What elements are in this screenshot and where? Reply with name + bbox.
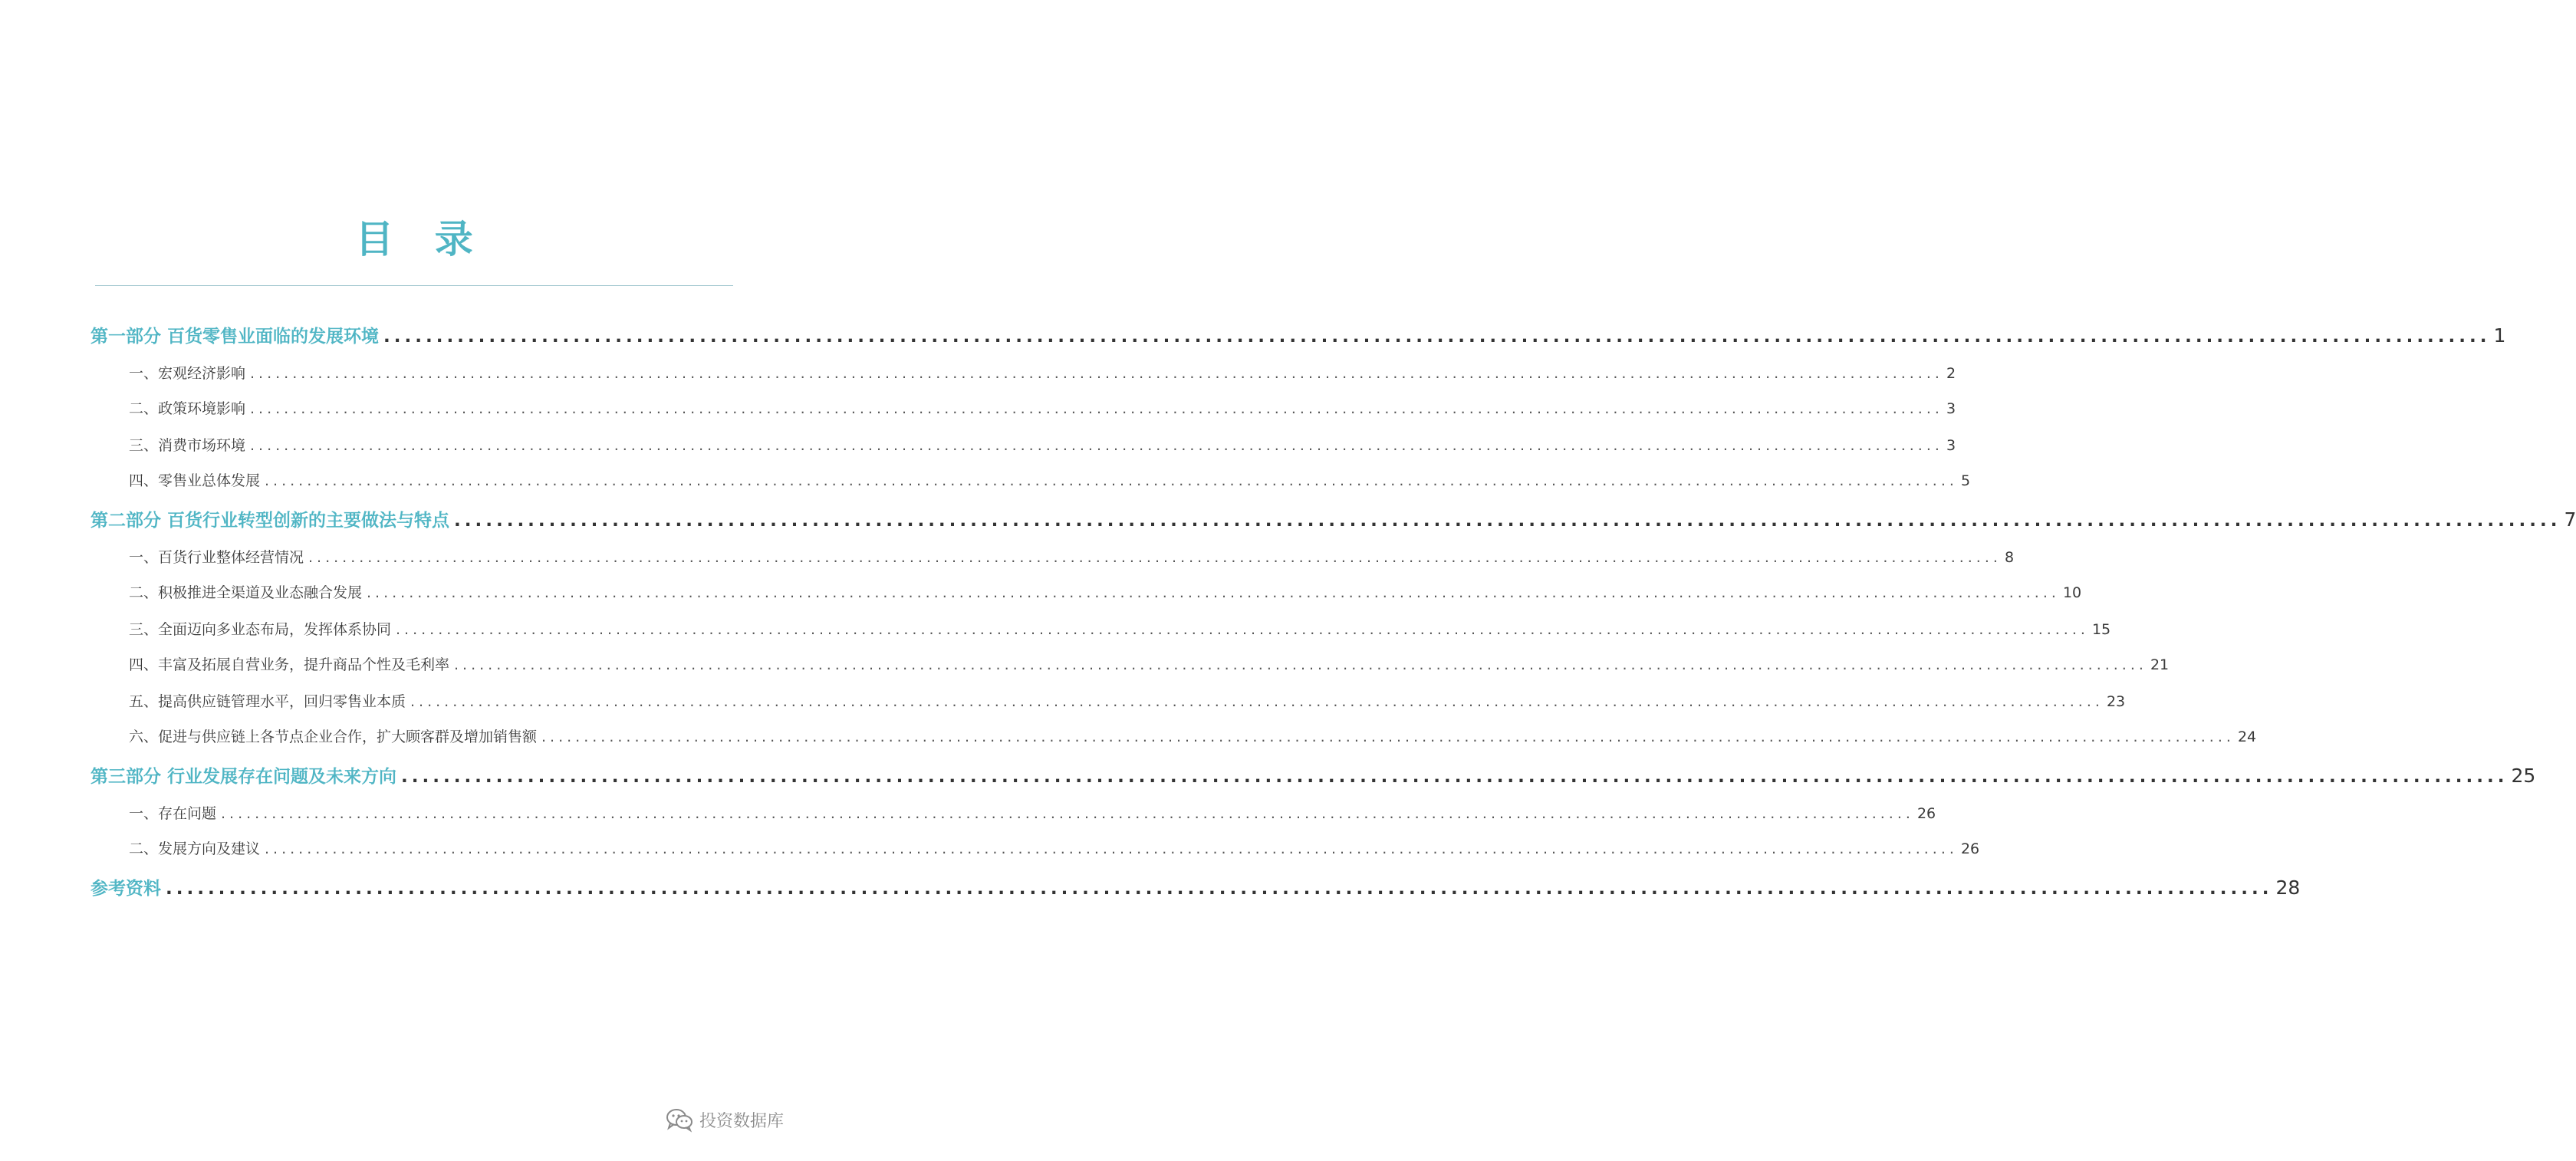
- toc-entry-page: 3: [1946, 400, 1956, 417]
- toc-entry-section[interactable]: [129, 581, 2082, 602]
- toc-entry-label: 第二部分 百货行业转型创新的主要做法与特点: [90, 511, 450, 531]
- toc-entry-page: 24: [2237, 729, 2257, 745]
- toc-entry-label: 五、提高供应链管理水平，回归零售业本质: [129, 693, 406, 710]
- toc-entry-page: 21: [2150, 656, 2170, 673]
- toc-entry-page: 3: [1946, 437, 1956, 454]
- toc-leader-dots: ........................................................................................................................................................................................................: [265, 840, 1958, 857]
- toc-entry-label: 参考资料: [90, 879, 161, 899]
- watermark-text: 投资数据库: [699, 1111, 785, 1131]
- toc-entry-label: 二、政策环境影响: [129, 400, 246, 417]
- toc-entry-section[interactable]: [129, 802, 1936, 823]
- title-divider: [95, 285, 733, 286]
- toc-entry-page: 10: [2062, 584, 2082, 601]
- toc-entry-page: 8: [2004, 549, 2015, 566]
- toc-leader-dots: ........................................................................................................................................................................................................: [383, 327, 2491, 347]
- toc-entry-label: 三、全面迈向多业态布局，发挥体系协同: [129, 621, 392, 638]
- wechat-icon: [666, 1108, 693, 1131]
- toc-leader-dots: ........................................................................................................................................................................................................: [250, 437, 1943, 454]
- toc-entry-label: 四、零售业总体发展: [129, 472, 261, 489]
- toc-entry-part-1[interactable]: [90, 322, 2506, 347]
- toc-entry-page: 26: [1960, 840, 1980, 857]
- toc-entry-label: 六、促进与供应链上各节点企业合作，扩大顾客群及增加销售额: [129, 729, 538, 745]
- toc-entry-label: 二、积极推进全渠道及业态融合发展: [129, 584, 363, 601]
- toc-leader-dots: ........................................................................................................................................................................................................: [410, 693, 2104, 710]
- toc-leader-dots: ........................................................................................................................................................................................................: [454, 511, 2561, 531]
- toc-leader-dots: ........................................................................................................................................................................................................: [308, 549, 2002, 566]
- toc-entry-page: 5: [1960, 472, 1971, 489]
- toc-leader-dots: ........................................................................................................................................................................................................: [250, 365, 1943, 382]
- toc-entry-label: 三、消费市场环境: [129, 437, 246, 454]
- toc-entry-page: 7: [2564, 508, 2576, 531]
- toc-entry-page: 23: [2106, 693, 2126, 710]
- toc-entry-label: 第三部分 行业发展存在问题及未来方向: [90, 767, 397, 787]
- toc-entry-section[interactable]: [129, 725, 2257, 746]
- toc-entry-label: 一、百货行业整体经营情况: [129, 549, 304, 566]
- toc-entry-section[interactable]: [129, 397, 1956, 418]
- toc-leader-dots: ........................................................................................................................................................................................................: [265, 472, 1958, 489]
- toc-entry-page: 1: [2493, 324, 2506, 347]
- toc-entry-part-3[interactable]: [90, 762, 2536, 788]
- toc-entry-section[interactable]: [129, 434, 1956, 455]
- toc-leader-dots: ........................................................................................................................................................................................................: [401, 767, 2509, 787]
- page-title: 目 录: [355, 217, 487, 261]
- toc-entry-section[interactable]: [129, 690, 2126, 711]
- toc-entry-page: 15: [2091, 621, 2111, 638]
- toc-entry-label: 一、宏观经济影响: [129, 365, 246, 382]
- toc-entry-section[interactable]: [129, 362, 1956, 383]
- toc-leader-dots: ........................................................................................................................................................................................................: [221, 805, 1914, 822]
- watermark: [666, 1106, 784, 1133]
- toc-leader-dots: ........................................................................................................................................................................................................: [367, 584, 2060, 601]
- toc-entry-section[interactable]: [129, 653, 2170, 674]
- toc-entry-label: 一、存在问题: [129, 805, 217, 822]
- toc-entry-label: 四、丰富及拓展自营业务，提升商品个性及毛利率: [129, 656, 450, 673]
- toc-leader-dots: ........................................................................................................................................................................................................: [250, 400, 1943, 417]
- toc-leader-dots: ........................................................................................................................................................................................................: [454, 656, 2147, 673]
- toc-entry-label: 第一部分 百货零售业面临的发展环境: [90, 327, 380, 347]
- toc-leader-dots: ........................................................................................................................................................................................................: [396, 621, 2089, 638]
- toc-entry-section[interactable]: [129, 469, 1971, 490]
- toc-entry-page: 2: [1946, 365, 1956, 382]
- toc-leader-dots: ........................................................................................................................................................................................................: [166, 879, 2273, 899]
- toc-leader-dots: ........................................................................................................................................................................................................: [541, 729, 2235, 745]
- toc-entry-label: 二、发展方向及建议: [129, 840, 261, 857]
- toc-entry-references[interactable]: [90, 874, 2301, 900]
- toc-entry-page: 28: [2275, 877, 2301, 899]
- toc-entry-section[interactable]: [129, 546, 2015, 567]
- toc-entry-page: 25: [2511, 765, 2536, 787]
- toc-entry-part-2[interactable]: [90, 506, 2576, 531]
- toc-entry-section[interactable]: [129, 618, 2111, 639]
- toc-entry-page: 26: [1916, 805, 1936, 822]
- toc-entry-section[interactable]: [129, 837, 1980, 858]
